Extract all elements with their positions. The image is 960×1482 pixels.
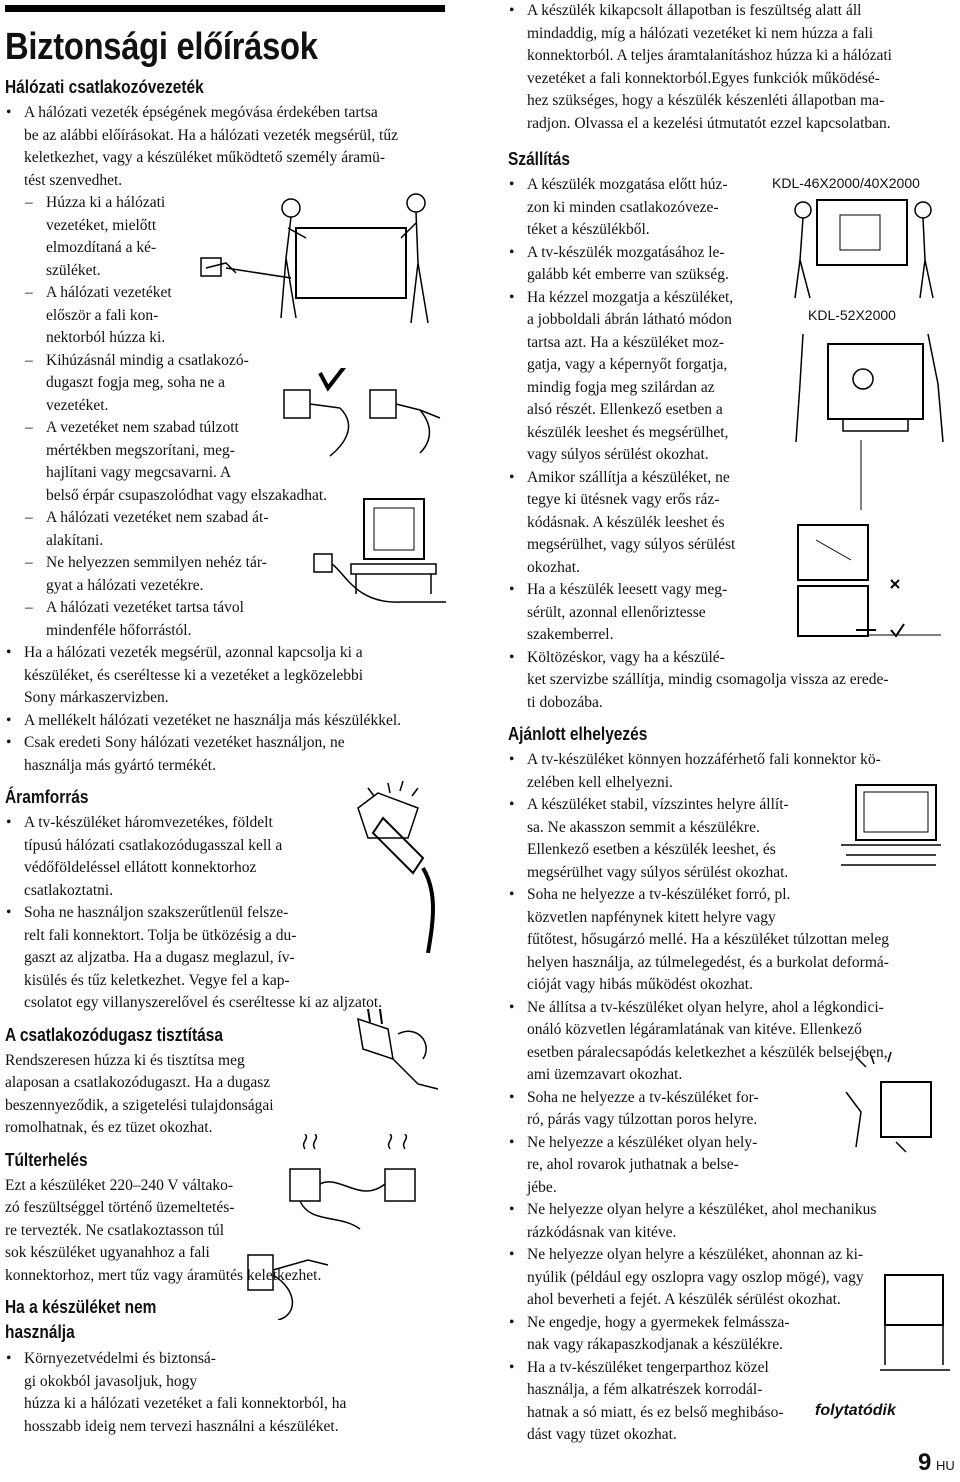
list-item: • Ne helyezze a készüléket olyan hely- re, ahol rovarok juthatnak a belse- jébe. bbox=[508, 1132, 948, 1200]
heading-overload: Túlterhelés bbox=[5, 1149, 88, 1170]
list-item: • Soha ne használjon szakszerűtlenül felsze- relt fali konnektort. Tolja be ütközésig a du- gaszt az aljzatba. Ha a dugasz meglazul, ív- kisülés és tűz keletkezhet. Vegye fel a kap- csolatot egy villanyszerelővel és cseréltesse ki az aljzatot. bbox=[5, 902, 445, 1015]
unplug-hand-illustration bbox=[218, 1220, 348, 1320]
language-code: HU bbox=[936, 1458, 955, 1473]
list-item: • Amikor szállítja a készüléket, ne tegye ki ütésnek vagy erős ráz- kódásnak. A készülék leeshet és megsérülhet, vagy súlyos sérülést okozhat. bbox=[508, 467, 948, 580]
title-rule bbox=[5, 5, 445, 12]
page-title: Biztonsági előírások bbox=[5, 26, 318, 68]
page-number: 9 bbox=[918, 1449, 932, 1476]
two-people-carrying-tv-illustration bbox=[196, 188, 446, 338]
list-item: • Ne helyezze olyan helyre a készüléket, ahonnan az ki- nyúlik (például egy oszlopra vagy oszlop mögé), vagy ahol beverheti a fejét. A készülék sérülést okozhat. bbox=[508, 1244, 948, 1312]
pointer-line bbox=[806, 440, 896, 510]
overload-text: Ezt a készüléket 220–240 V váltako- zó feszültséggel történő üzemeltetés- re tervezték. Ne csatlakoztasson túl sok készüléket ugyanahhoz a fali konnektorhoz, mert tűz vagy áramütés keletkezhet. bbox=[5, 1176, 322, 1284]
heading-plug-cleaning: A csatlakozódugasz tisztítása bbox=[5, 1024, 223, 1045]
heading-placement: Ajánlott elhelyezés bbox=[508, 724, 648, 744]
plug-socket-spark-illustration bbox=[338, 778, 458, 953]
standby-list bbox=[508, 0, 948, 135]
model-label-46-40: KDL-46X2000/40X2000 bbox=[772, 175, 920, 191]
dash-item: – Ne helyezzen semmilyen nehéz tár- gyat a hálózati vezetékre. bbox=[5, 552, 445, 597]
list-item: • Ne helyezze olyan helyre a készüléket, ahol mechanikus rázkódásnak van kitéve. bbox=[508, 1199, 948, 1244]
list-item: • A készüléket stabil, vízszintes helyre állít- sa. Ne akasszon semmit a készülékre. Ellenkező esetben a készülék leeshet, és megsérülhet vagy súlyos sérülést okozhat. bbox=[508, 794, 948, 884]
dash-item: – A vezetéket nem szabad túlzott mértékben megszorítani, meg- hajlítani vagy megcsavarni. A belső érpár csupaszolódhat vagy elszakadhat. bbox=[5, 417, 445, 507]
overloaded-outlet-illustration bbox=[280, 1134, 430, 1234]
dash-item: – Kihúzásnál mindig a csatlakozó- dugaszt fogja meg, soha ne a vezetéket. bbox=[5, 350, 445, 418]
insects-dust-illustration bbox=[836, 1052, 946, 1157]
heading-not-used: Ha a készüléket nem használja bbox=[5, 1297, 157, 1342]
tv-stack-on-table-illustration bbox=[836, 780, 946, 875]
hold-tv-bottom-illustration bbox=[796, 520, 946, 642]
not-used-list bbox=[5, 1348, 445, 1438]
list-item: • A tv-készülék mozgatásához le- galább két emberre van szükség. bbox=[508, 242, 948, 287]
dash-item: – Húzza ki a hálózati vezetéket, mielőtt elmozdítaná a ké- szüléket. bbox=[5, 192, 445, 282]
list-item: • Költözéskor, vagy ha a készülé- ket szervizbe szállítja, mindig csomagolja vissza az erede- ti dobozába. bbox=[508, 647, 948, 715]
list-item: • Ha kézzel mozgatja a készüléket, a jobboldali ábrán látható módon tartsa azt. Ha a készüléket moz- gatja, vagy a képernyőt forgatja, mindig fogja meg szilárdan az alsó részét. Ellenkező esetben a készülék leeshet és megsérülhet, vagy súlyos sérülést okozhat. bbox=[508, 287, 948, 467]
heading-power-source: Áramforrás bbox=[5, 787, 89, 807]
plug-cleaning-illustration bbox=[338, 1004, 443, 1104]
list-item: • Soha ne helyezze a tv-készüléket forró, pl. közvetlen napfénynek kitett helyre vagy fűtőtest, hősugárzó mellé. Ha a készüléket túlzottan meleg helyen használja, az túlmelegedést, és a burkolat deformá- cióját vagy hibás működést okozhat. bbox=[508, 884, 948, 997]
dash-item: – A hálózati vezetéket tartsa távol mindenféle hőforrástól. bbox=[5, 597, 445, 642]
list-item: • Ha a tv-készüléket tengerparthoz közel használja, a fém alkatrészek korrodál- hatnak a só miatt, és ez belső meghibáso- dást vagy tüzet okozhat. bbox=[508, 1357, 948, 1447]
list-item: • Ne állítsa a tv-készüléket olyan helyre, ahol a légkondici- onáló közvetlen légáramlatának van kitéve. Ellenkező esetben páralecsapódás keletkezhet a készülék belsejében, ami üzemzavart okozhat. bbox=[508, 997, 948, 1087]
plug-pull-correct-illustration bbox=[270, 368, 445, 458]
tv-on-cord-illustration bbox=[306, 494, 446, 612]
list-item: • Ne engedje, hogy a gyermekek felmássza- nak vagy rákapaszkodjanak a készülékre. bbox=[508, 1312, 948, 1357]
list-item: • Csak eredeti Sony hálózati vezetéket használjon, ne használja más gyártó termékét. bbox=[5, 732, 445, 777]
heading-transport: Szállítás bbox=[508, 149, 570, 169]
list-item: • A tv-készüléket háromvezetékes, földelt típusú hálózati csatlakozódugasszal kell a védőföldeléssel ellátott konnektorhoz csatlakoztatni. bbox=[5, 812, 445, 902]
carry-large-tv-illustration bbox=[788, 324, 953, 444]
tv-wall-illustration bbox=[880, 1270, 952, 1380]
list-item: • A mellékelt hálózati vezetéket ne használja más készülékkel. bbox=[5, 710, 445, 733]
list-item: • Környezetvédelmi és biztonsá- gi okokból javasoljuk, hogy húzza ki a hálózati vezetéket a fali konnektorból, ha hosszabb ideig nem tervezi használni a készüléket. bbox=[5, 1348, 445, 1438]
dash-item: – A hálózati vezetéket először a fali kon- nektorból húzza ki. bbox=[5, 282, 445, 350]
list-item: • Ha a hálózati vezeték megsérül, azonnal kapcsolja ki a készüléket, és cseréltesse ki a vezetéket a legközelebbi Sony márkaszervizben. bbox=[5, 642, 445, 710]
heading-network-cord: Hálózati csatlakozóvezeték bbox=[5, 77, 204, 97]
list-item: • A készülék kikapcsolt állapotban is feszültség alatt áll mindaddig, míg a hálózati vezetéket ki nem húzza a fali konnektorból. A teljes áramtalanításhoz húzza ki a hálózati vezetéket a fali konnektorból.Egyes funkciók működésé- hez szükséges, hogy a készülék készenléti állapotban ma- radjon. Olvassa el a kezelési útmutatót ezzel kapcsolatban. bbox=[508, 0, 948, 135]
plug-cleaning-text: Rendszeresen húzza ki és tisztítsa meg alaposan a csatlakozódugaszt. Ha a dugasz beszennyeződik, a szigetelési tulajdonságai romolhatnak, és ez tüzet okozhat. bbox=[5, 1051, 274, 1136]
list-item: • Ha a készülék leesett vagy meg- sérült, azonnal ellenőriztesse szakemberrel. bbox=[508, 579, 948, 647]
network-cord-intro: • A hálózati vezeték épségének megóvása érdekében tartsa be az alábbi előírásokat. Ha a hálózati vezeték megsérül, tűz keletkezhet, vagy a készüléket működtető személy áramü- tést szenvedhet. bbox=[5, 102, 445, 192]
carry-tv-two-people-illustration bbox=[785, 190, 935, 300]
list-item: • A készülék mozgatása előtt húz- zon ki minden csatlakozóveze- téket a készülékből. bbox=[508, 174, 948, 242]
list-item: • Soha ne helyezze a tv-készüléket for- ró, párás vagy túlzottan poros helyre. bbox=[508, 1087, 948, 1132]
continued-label: folytatódik bbox=[815, 1402, 896, 1419]
model-label-52: KDL-52X2000 bbox=[808, 307, 896, 323]
list-item: • A tv-készüléket könnyen hozzáférhető fali konnektor kö- zelében kell elhelyezni. bbox=[508, 749, 948, 794]
dash-item: – A hálózati vezetéket nem szabad át- alakítani. bbox=[5, 507, 445, 552]
